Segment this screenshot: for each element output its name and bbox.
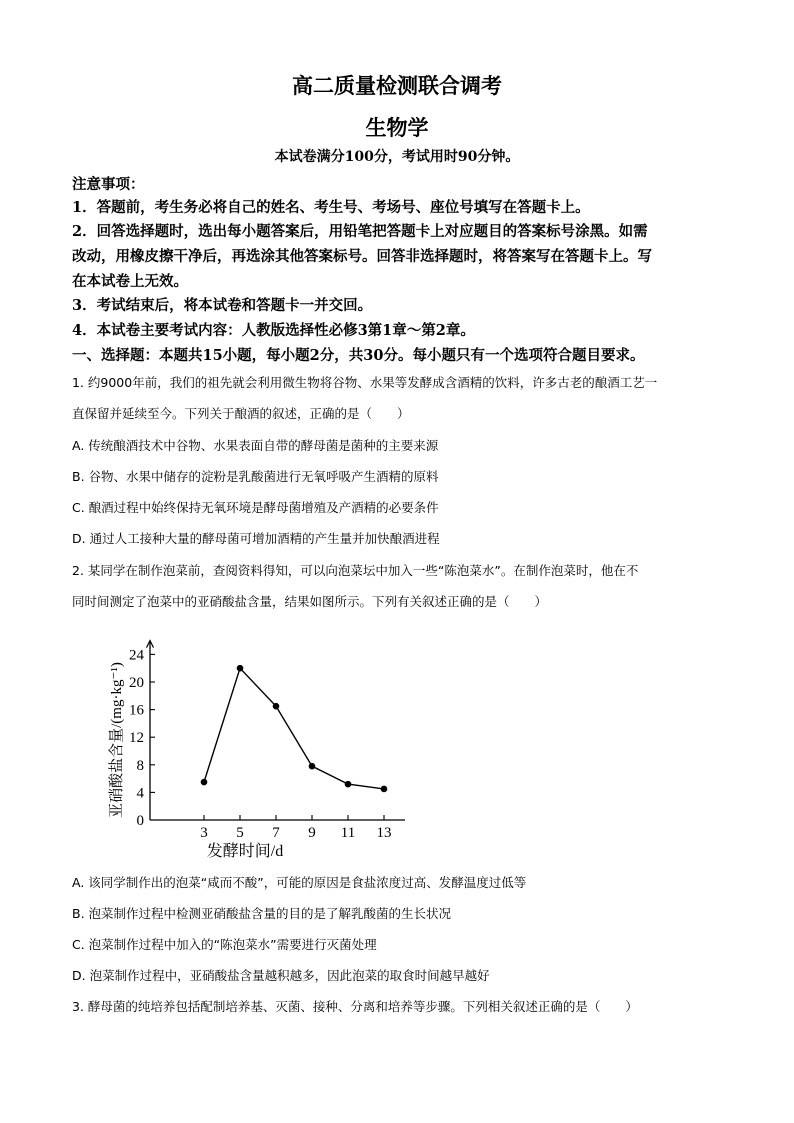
y-tick-label: 8 [136,757,144,774]
data-point [273,703,280,710]
notes-heading: 注意事项： [72,176,145,193]
data-point [381,786,388,793]
data-point [237,665,244,672]
data-point [201,779,208,786]
y-tick-label: 20 [129,675,144,691]
subject-title: 生物学 [365,115,429,140]
q2-option-a: A. 该同学制作出的泡菜“咸而不酸”，可能的原因是食盐浓度过高、发酵温度过低等 [72,875,527,890]
q1-option-c: C. 酿酒过程中始终保持无氧环境是酵母菌增殖及产酒精的必要条件 [72,500,439,515]
note-1: 1．答题前，考生务必将自己的姓名、考生号、考场号、座位号填写在答题卡上。 [72,199,590,216]
q2-stem-line-1: 2. 某同学在制作泡菜前，查阅资料得知，可以向泡菜坛中加入一些“陈泡菜水”。在制作泡菜时，他在不 [72,563,639,578]
data-point [309,763,316,770]
note-2-line-2: 改动，用橡皮擦干净后，再选涂其他答案标号。回答非选择题时，将答案写在答题卡上。写 [72,248,652,265]
y-tick-label: 16 [129,702,144,719]
note-2-line-1: 2．回答选择题时，选出每小题答案后，用铅笔把答题卡上对应题目的答案标号涂黑。如需 [72,223,648,240]
note-2-line-3: 在本试卷上无效。 [72,273,188,290]
page-title: 高二质量检测联合调考 [292,73,502,98]
x-tick-label: 11 [340,825,356,841]
q1-option-a: A. 传统酿酒技术中谷物、水果表面自带的酵母菌是菌种的主要来源 [72,438,439,453]
nitrite-chart [95,620,405,865]
q1-stem-line-1: 1. 约9000年前，我们的祖先就会利用微生物将谷物、水果等发酵成含酒精的饮料，许多古老的酿酒工艺一 [72,375,658,390]
y-tick-label: 4 [136,785,144,802]
data-point [345,781,352,788]
x-tick-label: 7 [272,825,280,841]
q2-stem-line-2: 同时间测定了泡菜中的亚硝酸盐含量，结果如图所示。下列有关叙述正确的是（ ） [72,594,548,609]
y-tick-label: 24 [129,647,144,664]
q3-stem-line-1: 3. 酵母菌的纯培养包括配制培养基、灭菌、接种、分离和培养等步骤。下列相关叙述正确的是（ ） [72,999,638,1014]
q1-stem-line-2: 直保留并延续至今。下列关于酿酒的叙述，正确的是（ ） [72,406,410,421]
x-axis-label: 发酵时间/d [206,843,284,860]
q1-option-b: B. 谷物、水果中储存的淀粉是乳酸菌进行无氧呼吸产生酒精的原料 [72,469,439,484]
q2-option-c: C. 泡菜制作过程中加入的“陈泡菜水”需要进行灭菌处理 [72,937,377,952]
q2-option-b: B. 泡菜制作过程中检测亚硝酸盐含量的目的是了解乳酸菌的生长状况 [72,906,452,921]
q1-option-d: D. 通过人工接种大量的酵母菌可增加酒精的产生量并加快酿酒进程 [72,531,440,546]
x-tick-label: 3 [200,825,208,841]
y-tick-label: 0 [136,813,144,829]
note-4: 4．本试卷主要考试内容：人教版选择性必修3第1章～第2章。 [72,322,475,339]
x-tick-label: 13 [376,825,392,841]
y-tick-label: 12 [129,730,144,747]
note-3: 3．考试结束后，将本试卷和答题卡一并交回。 [72,297,373,314]
exam-info: 本试卷满分100分，考试用时90分钟。 [274,149,520,165]
x-tick-label: 5 [236,825,244,841]
q2-option-d: D. 泡菜制作过程中，亚硝酸盐含量越积越多，因此泡菜的取食时间越早越好 [72,968,490,983]
x-tick-label: 9 [308,825,316,841]
section-heading: 一、选择题：本题共15小题，每小题2分，共30分。每小题只有一个选项符合题目要求。 [72,347,645,364]
series-line [204,668,384,789]
y-axis-label: 亚硝酸盐含量/(mg·kg⁻¹) [109,662,125,818]
